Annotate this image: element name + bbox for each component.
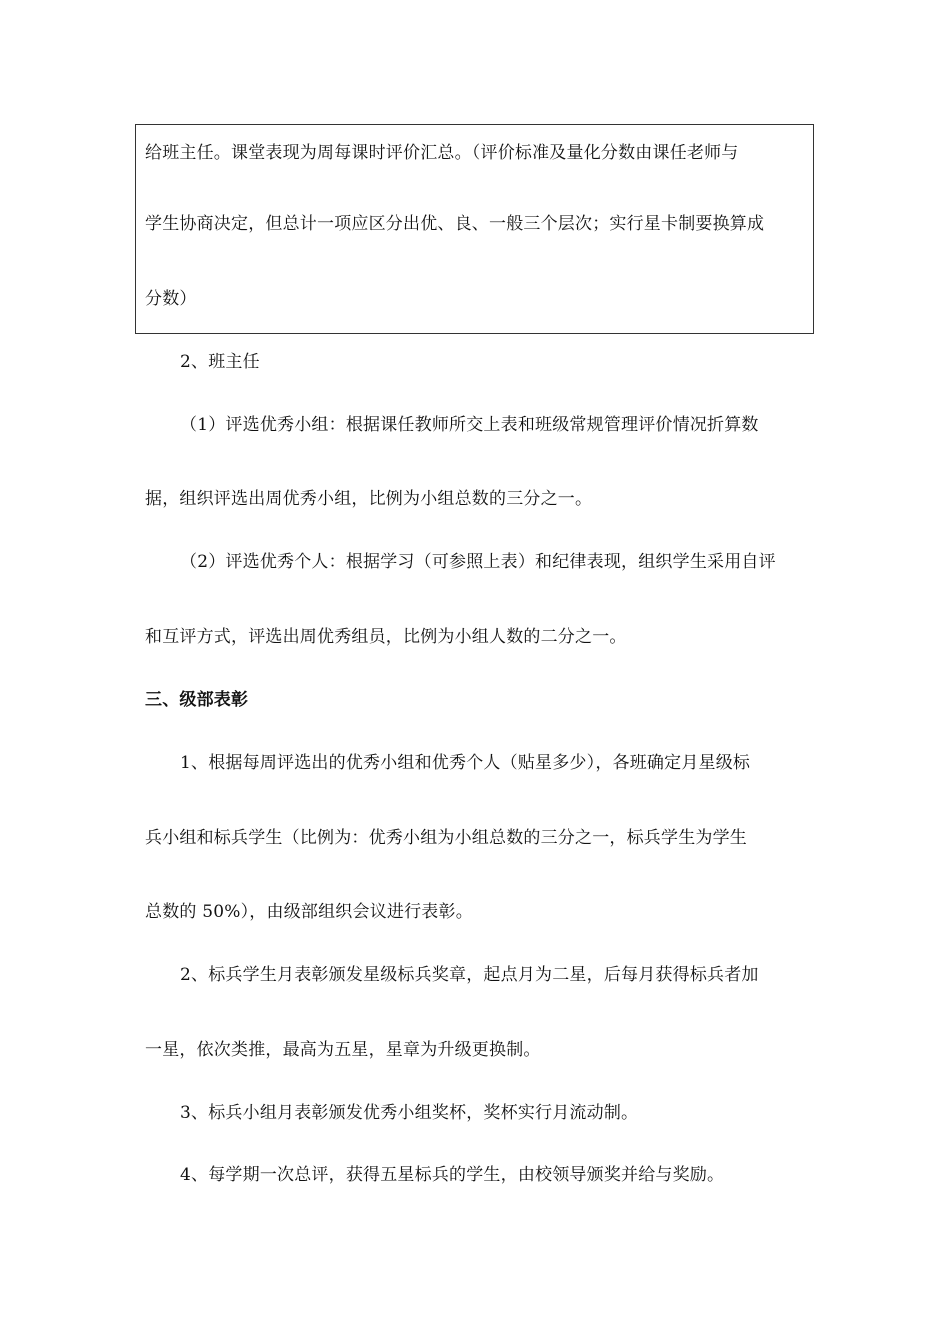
section2-item1-line1: （1）评选优秀小组：根据课任教师所交上表和班级常规管理评价情况折算数 <box>180 415 759 435</box>
box-line-3: 分数） <box>145 289 197 309</box>
section3-p2-line2: 一星，依次类推，最高为五星，星章为升级更换制。 <box>145 1040 541 1060</box>
section2-item2-line2: 和互评方式，评选出周优秀组员，比例为小组人数的二分之一。 <box>145 627 627 647</box>
box-line-2: 学生协商决定，但总计一项应区分出优、良、一般三个层次；实行星卡制要换算成 <box>145 214 765 234</box>
section2-item2-line1: （2）评选优秀个人：根据学习（可参照上表）和纪律表现，组织学生采用自评 <box>180 552 776 572</box>
section3-p1-line2: 兵小组和标兵学生（比例为：优秀小组为小组总数的三分之一，标兵学生为学生 <box>145 828 747 848</box>
section3-p2-line1: 2、标兵学生月表彰颁发星级标兵奖章，起点月为二星，后每月获得标兵者加 <box>180 965 759 985</box>
box-line-1: 给班主任。课堂表现为周每课时评价汇总。（评价标准及量化分数由课任老师与 <box>145 143 739 163</box>
section2-item1-line2: 据，组织评选出周优秀小组，比例为小组总数的三分之一。 <box>145 489 593 509</box>
section3-p4: 4、每学期一次总评，获得五星标兵的学生，由校领导颁奖并给与奖励。 <box>180 1165 725 1185</box>
section3-p3: 3、标兵小组月表彰颁发优秀小组奖杯，奖杯实行月流动制。 <box>180 1103 639 1123</box>
section2-title: 2、班主任 <box>180 352 260 372</box>
section3-heading: 三、级部表彰 <box>145 690 249 710</box>
section3-p1-line1: 1、根据每周评选出的优秀小组和优秀个人（贴星多少），各班确定月星级标 <box>180 753 751 773</box>
section3-p1-line3: 总数的 50%），由级部组织会议进行表彰。 <box>145 902 473 922</box>
